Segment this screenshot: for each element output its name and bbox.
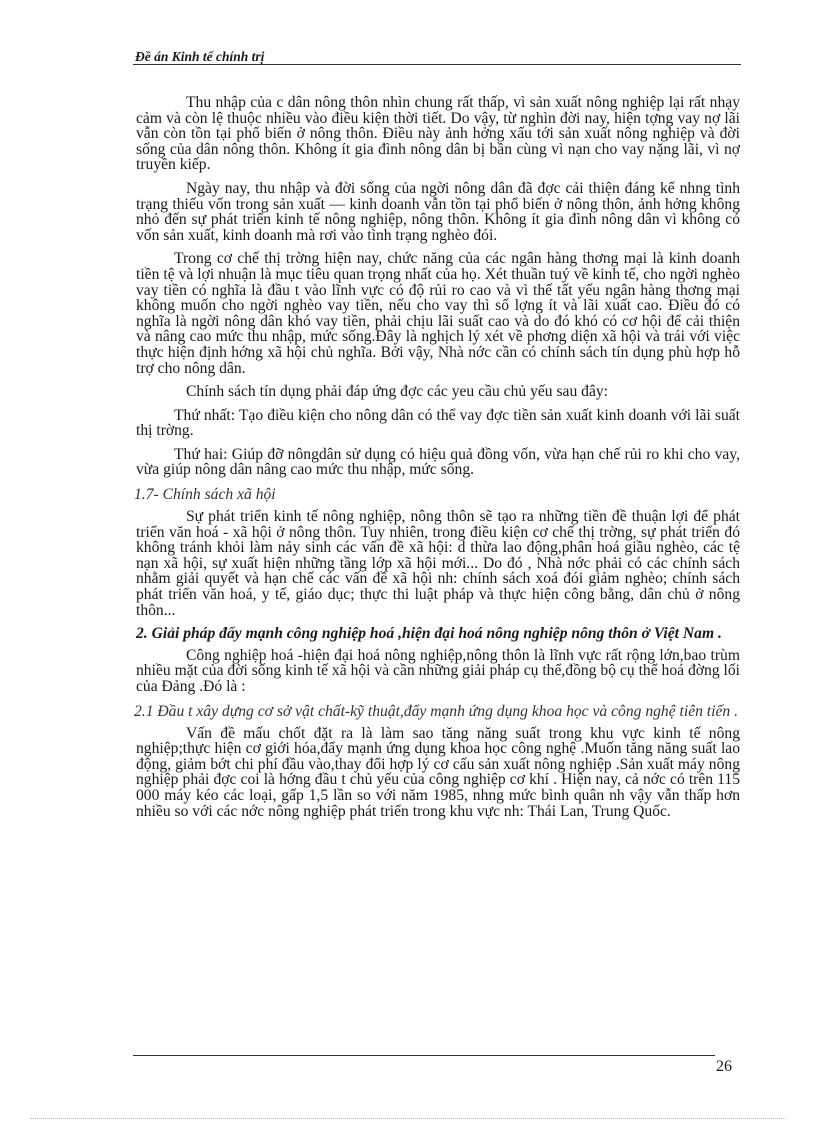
page-number: 26	[716, 1058, 732, 1075]
paragraph: Ngày nay, thu nhập và đời sống của ngời nông dân đã đợc cải thiện đáng kể nhng tình trạng thiếu vốn trong sản xuất — kinh doanh vẫn tồn tại phổ biến ở nông thôn, ảnh hởng không nhỏ đến sự phát triển kinh tế nông nghiệp, nông thôn. Không ít gia đình nông dân vì không có vốn sản xuất, kinh doanh mà rơi vào tình trạng nghèo đói.	[136, 179, 740, 244]
paragraph: Trong cơ chế thị trờng hiện nay, chức năng của các ngân hàng thơng mại là kinh doanh tiền tệ và lợi nhuận là mục tiêu quan trọng nhất của họ. Xét thuần tuý về kinh tế, cho ngời nghèo vay tiền có nghĩa là đầu t vào lĩnh vực có độ rủi ro cao và vì thế tất yếu ngân hàng thơng mại không muốn cho ngời nghèo vay tiền, nếu cho vay thì số lợng ít và lãi xuất cao. Điều đó có nghĩa là ngời nông dân khó vay tiền, phải chịu lãi suất cao và do đó khó có cơ hội để cải thiện và nâng cao mức thu nhập, mức sống.Đây là nghịch lý xét về phơng diện xã hội và trái với việc thực hiện định hớng xã hội chủ nghĩa. Bởi vậy, Nhà nớc cần có chính sách tín dụng phù hợp hỗ trợ cho nông dân.	[136, 250, 740, 377]
header-title: Đề án Kinh tế chính trị	[135, 49, 265, 64]
section-heading: 2.1 Đầu t xây dựng cơ sở vật chất-kỹ thuật,đẩy mạnh ứng dụng khoa học và công nghệ tiên tiến .	[134, 702, 738, 720]
section-heading: 1.7- Chính sách xã hội	[134, 486, 276, 504]
footer-rule	[133, 1055, 715, 1056]
page-edge	[30, 1118, 786, 1119]
paragraph: Vấn đề mấu chốt đặt ra là làm sao tăng năng suất trong khu vực kinh tế nông nghiệp;thực hiện cơ giới hóa,đẩy mạnh ứng dụng khoa học công nghệ .Muốn tăng năng suất lao động, giảm bớt chi phí đầu vào,thay đổi hợp lý cơ cấu sản xuất nông nghiệp .Sản xuất máy nông nghiệp phải đợc coi là hớng đầu t chủ yếu của công nghiệp cơ khí . Hiện nay, cả nớc có trên 115 000 máy kéo các loại, gấp 1,5 lần so với năm 1985, nhng mức bình quân nh vậy vẫn thấp hơn nhiều so với các nớc nông nghiệp phát triển trong khu vực nh: Thái Lan, Trung Quốc.	[136, 724, 740, 820]
section-heading: 2. Giải pháp đẩy mạnh công nghiệp hoá ,hiện đại hoá nông nghiệp nông thôn ở Việt Nam .	[136, 625, 722, 643]
paragraph: Sự phát triển kinh tế nông nghiệp, nông thôn sẽ tạo ra những tiền đề thuận lợi để phát triển văn hoá - xã hội ở nông thôn. Tuy nhiên, trong điều kiện cơ chế thị trờng, sự phát triển đó không tránh khỏi làm nảy sinh các vấn đề xã hội: d thừa lao động,phân hoá giầu nghèo, các tệ nạn xã hội, sự xuất hiện những tầng lớp xã hội mới... Do đó , Nhà nớc phải có các chính sách nhằm giải quyết và hạn chế các vấn đề xã hội nh: chính sách xoá đói giảm nghèo; chính sách phát triển văn hoá, y tế, giáo dục; thực thi luật pháp và thực hiện công bằng, dân chủ ở nông thôn...	[136, 508, 740, 619]
running-header	[133, 46, 741, 65]
paragraph: Thu nhập của c dân nông thôn nhìn chung rất thấp, vì sản xuất nông nghiệp lại rất nhạy cảm và còn lệ thuộc nhiều vào điều kiện thời tiết. Do vậy, từ nghìn đời nay, hiện tợng vay nợ lãi vẫn còn tồn tại phổ biến ở nông thôn. Điều này ảnh hởng xấu tới sản xuất nông nghiệp và đời sống của dân nông thôn. Không ít gia đình nông dân bị bần cùng vì nạn cho vay nặng lãi, vì nợ truyền kiếp.	[136, 94, 740, 174]
paragraph: Chính sách tín dụng phải đáp ứng đợc các yeu cầu chủ yếu sau đây:	[186, 383, 609, 401]
paragraph: Thứ nhất: Tạo điều kiện cho nông dân có thể vay đợc tiền sản xuất kinh doanh với lãi suất thị trờng.	[136, 406, 740, 440]
paragraph: Công nghiệp hoá -hiện đại hoá nông nghiệp,nông thôn là lĩnh vực rất rộng lớn,bao trùm nhiều mặt của đời sống kinh tế xã hội và cần những giải pháp cụ thể,đồng bộ cụ thể hoá đờng lối của Đảng .Đó là :	[136, 646, 740, 695]
paragraph: Thứ hai: Giúp đỡ nôngdân sử dụng có hiệu quả đồng vốn, vừa hạn chế rủi ro khi cho vay, vừa giúp nông dân nâng cao mức thu nhập, mức sống.	[136, 445, 740, 479]
page-body	[136, 95, 740, 827]
